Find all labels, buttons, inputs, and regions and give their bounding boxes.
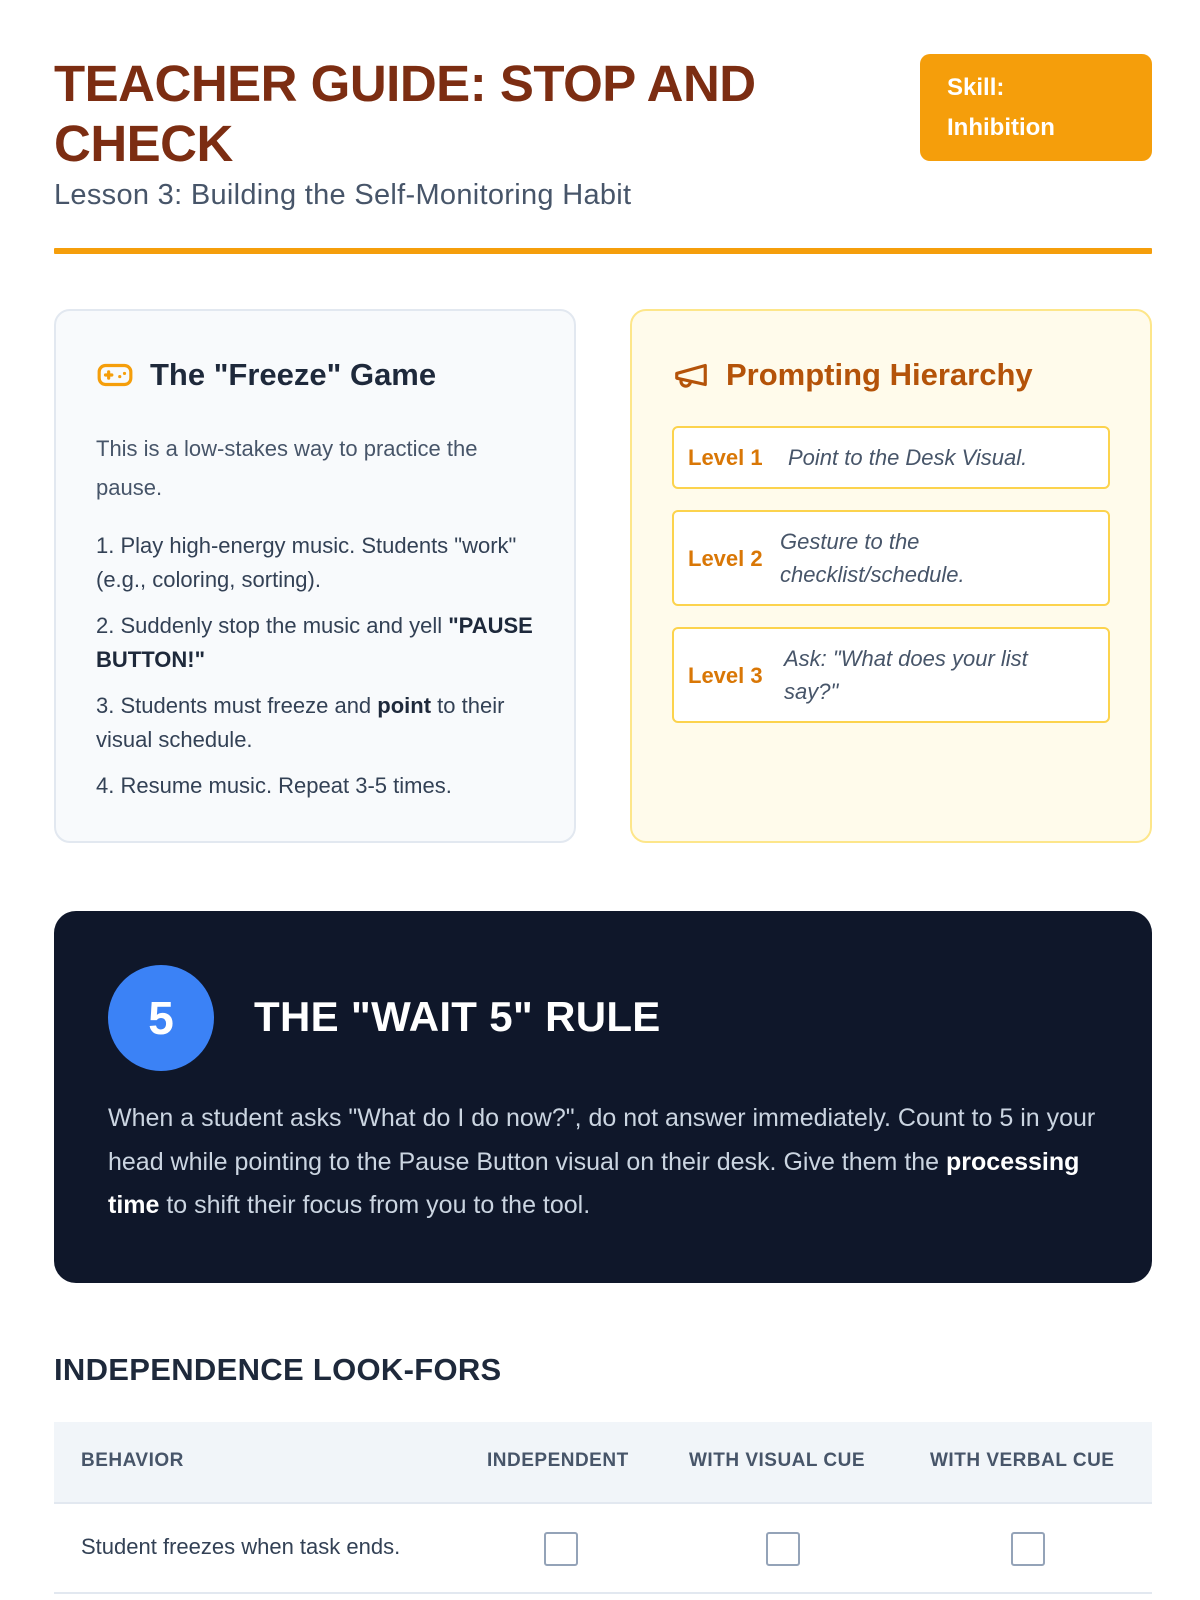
prompt-level-label: Level 3 [688, 662, 763, 688]
visual-cue-checkbox[interactable] [766, 1532, 800, 1566]
prompting-hierarchy-card [630, 309, 1152, 843]
look-fors-title: INDEPENDENCE LOOK-FORS [54, 1352, 502, 1387]
step-item: 4. Resume music. Repeat 3-5 times. [96, 773, 452, 798]
prompt-level-label: Level 1 [688, 445, 763, 470]
prompt-level-3 [672, 627, 1110, 723]
header [54, 54, 1152, 254]
wait-rule-title: THE "WAIT 5" RULE [254, 993, 661, 1040]
prompting-hierarchy-title: Prompting Hierarchy [726, 357, 1033, 392]
independent-checkbox[interactable] [544, 1532, 578, 1566]
prompt-level-label: Level 2 [688, 545, 763, 571]
freeze-game-intro: This is a low-stakes way to practice the pause. [96, 436, 478, 500]
teacher-guide-page [54, 0, 1152, 1600]
step-item: 3. Students must freeze and point to their visual schedule. [96, 693, 505, 752]
prompt-level-1 [672, 426, 1110, 489]
prompt-level-2 [672, 510, 1110, 606]
wait-five-rule-panel [54, 911, 1152, 1283]
prompting-hierarchy-header [672, 353, 1033, 397]
freeze-game-steps [96, 529, 546, 815]
step-item: 1. Play high-energy music. Students "work" (e.g., coloring, sorting). [96, 533, 517, 592]
table-header [54, 1422, 1152, 1504]
freeze-game-card [54, 309, 576, 843]
megaphone-icon [672, 356, 710, 394]
freeze-game-header [96, 353, 436, 397]
prompt-level-text: Ask: "What does your list say?" [784, 646, 1028, 704]
verbal-cue-checkbox[interactable] [1011, 1532, 1045, 1566]
behavior-cell: Student freezes when task ends. [81, 1534, 401, 1559]
prompt-level-text: Gesture to the checklist/schedule. [780, 529, 965, 587]
gamepad-icon [96, 356, 134, 394]
column-header-visual-cue: WITH VISUAL CUE [689, 1450, 866, 1471]
wait-number-badge: 5 [108, 965, 214, 1071]
column-header-behavior: BEHAVIOR [81, 1450, 184, 1471]
table-row [54, 1504, 1152, 1594]
column-header-independent: INDEPENDENT [487, 1450, 629, 1471]
freeze-game-title: The "Freeze" Game [150, 357, 437, 392]
column-header-verbal-cue: WITH VERBAL CUE [930, 1450, 1115, 1471]
skill-label: Skill: [947, 74, 1005, 101]
header-divider [54, 248, 1152, 254]
page-title: TEACHER GUIDE: STOP AND CHECK [54, 55, 756, 172]
prompt-level-text: Point to the Desk Visual. [788, 445, 1028, 470]
wait-rule-text: When a student asks "What do I do now?", do not answer immediately. Count to 5 in your head while pointing to the Pause Button visual on their desk. Give them the processing time to shift their focus from you to the tool. [108, 1104, 1096, 1219]
skill-badge [920, 54, 1152, 161]
skill-value: Inhibition [947, 114, 1055, 141]
page-subtitle: Lesson 3: Building the Self-Monitoring Habit [54, 179, 632, 211]
step-item: 2. Suddenly stop the music and yell "PAUSE BUTTON!" [96, 613, 533, 672]
